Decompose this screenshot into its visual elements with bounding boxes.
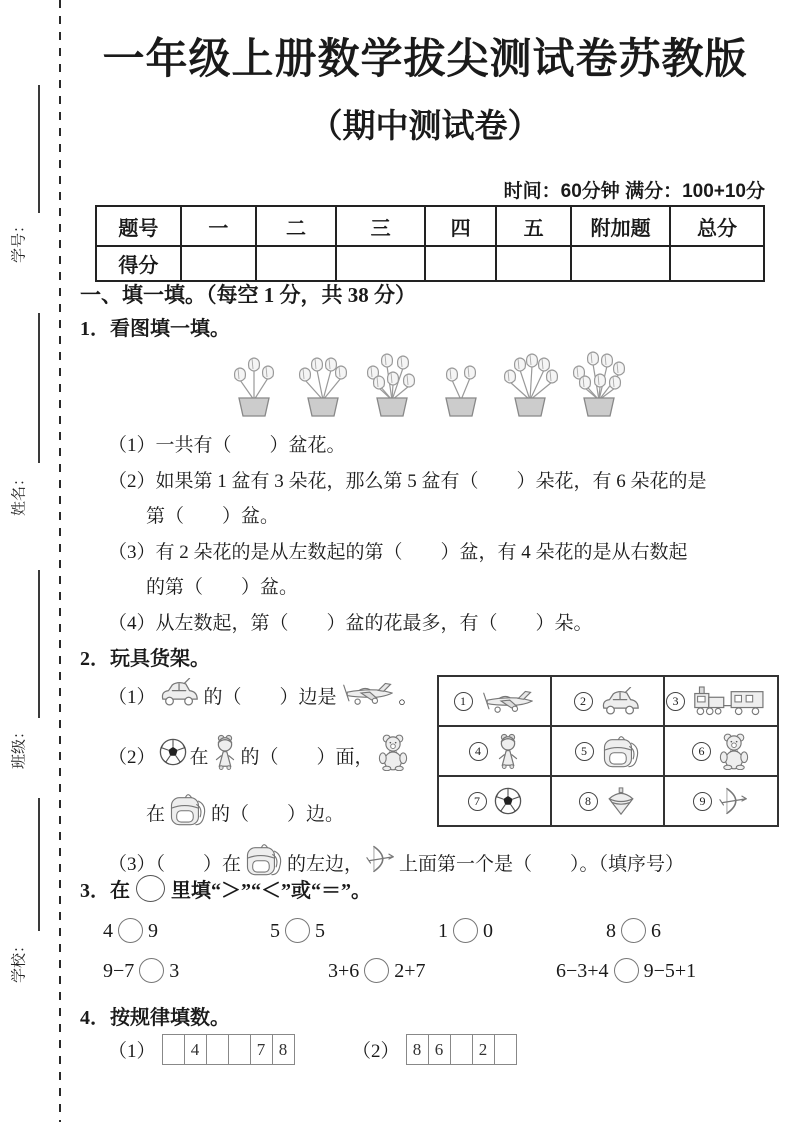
question-1-label: 1．看图填一填。 — [80, 318, 230, 340]
comparison-r2-1 — [103, 958, 179, 983]
comparison-r1-3 — [438, 918, 493, 943]
toy-cell-6 — [664, 726, 778, 776]
q2-line-2 — [108, 733, 412, 777]
margin-dashed-divider — [59, 0, 61, 1122]
score-table-header-5: 五 — [496, 206, 571, 246]
comparison-r1-1 — [103, 918, 158, 943]
score-table-header-4: 四 — [425, 206, 496, 246]
pattern-1-cell-2: 4 — [185, 1034, 207, 1065]
text-segment: 的左边， — [287, 853, 364, 875]
toy-cell-5 — [551, 726, 664, 776]
toy-cell-1 — [438, 676, 551, 726]
toy-number-8: 8 — [579, 792, 598, 811]
right-expression: 9−5+1 — [643, 960, 697, 982]
toy-cell-9 — [664, 776, 778, 826]
comparison-r2-3 — [556, 958, 696, 983]
q1-line-2: （2）如果第 1 盆有 3 朵花，那么第 5 盆有（ ）朵花，有 6 朵花的是 — [108, 471, 707, 492]
class-label: 班级： — [10, 724, 28, 770]
score-blank-cell — [571, 246, 670, 281]
plane-icon-wrap — [337, 680, 399, 712]
right-expression: 6 — [651, 920, 661, 942]
left-expression: 9−7 — [103, 960, 135, 982]
toy-number-6: 6 — [692, 742, 711, 761]
text-segment: 的（ ）面， — [240, 746, 374, 768]
question-4-label: 4．按规律填数。 — [80, 1007, 230, 1029]
q1-line-6: （4）从左数起，第（ ）盆的花最多，有（ ）朵。 — [108, 613, 593, 634]
score-blank-cell — [670, 246, 764, 281]
left-expression: 3+6 — [328, 960, 360, 982]
score-table — [95, 205, 765, 282]
toy-number-1: 1 — [454, 692, 473, 711]
score-blank-cell — [256, 246, 336, 281]
answer-circle — [453, 918, 478, 943]
left-expression: 1 — [438, 920, 448, 942]
toy-number-2: 2 — [574, 692, 593, 711]
toy-number-7: 7 — [468, 792, 487, 811]
comparison-r2-2 — [328, 958, 426, 983]
text-segment: 在 — [189, 746, 209, 768]
answer-circle — [614, 958, 639, 983]
right-expression: 2+7 — [394, 960, 426, 982]
flower-pot — [429, 340, 493, 420]
text-segment: 的（ ）边。 — [211, 803, 345, 825]
toy-number-3: 3 — [666, 692, 685, 711]
section-1-heading: 一、填一填。（每空 1 分，共 38 分） — [80, 283, 416, 307]
left-expression: 5 — [270, 920, 280, 942]
bow-icon — [366, 843, 396, 875]
score-table-header-6: 附加题 — [571, 206, 670, 246]
pattern-2-cell-2: 6 — [429, 1034, 451, 1065]
right-expression: 9 — [148, 920, 158, 942]
car-icon — [159, 678, 201, 707]
ball-icon — [494, 787, 522, 815]
toy-number-9: 9 — [693, 792, 712, 811]
text-segment: 。 — [398, 687, 418, 708]
time-score-info: 时间：60分钟 满分：100+10分 — [503, 181, 765, 202]
q2-line-3 — [146, 790, 344, 834]
toy-cell-7 — [438, 776, 551, 826]
pattern-2-cell-5 — [495, 1034, 517, 1065]
plane-icon — [480, 688, 536, 714]
pattern-1-cell-1 — [162, 1034, 185, 1065]
pattern-2-label: （2） — [352, 1041, 400, 1062]
ball-icon-wrap — [156, 738, 190, 772]
answer-circle — [118, 918, 143, 943]
right-expression: 0 — [483, 920, 493, 942]
school-write-line — [38, 798, 40, 931]
car-icon-wrap — [156, 678, 204, 713]
answer-circle — [621, 918, 646, 943]
page-title: 一年级上册数学拔尖测试卷苏教版 — [102, 35, 748, 82]
pattern-1-cell-6: 8 — [273, 1034, 295, 1065]
class-write-line — [38, 570, 40, 718]
pattern-1 — [108, 1034, 295, 1065]
train-icon — [692, 685, 776, 717]
answer-circle — [285, 918, 310, 943]
top-icon — [605, 787, 637, 816]
flower-pots-illustration — [222, 340, 631, 420]
pattern-1-cell-4 — [229, 1034, 251, 1065]
school-label: 学校： — [10, 938, 28, 984]
pattern-2-cell-3 — [451, 1034, 473, 1065]
flower-pot — [567, 340, 631, 420]
doll-icon — [495, 733, 521, 769]
left-expression: 4 — [103, 920, 113, 942]
score-blank-cell — [181, 246, 256, 281]
q1-line-5: 的第（ ）盆。 — [146, 577, 299, 598]
flower-pot — [498, 340, 562, 420]
student-id-label: 学号： — [10, 218, 28, 264]
score-table-header-7: 总分 — [670, 206, 764, 246]
right-expression: 5 — [315, 920, 325, 942]
text-segment: 里填“＞”“＜”或“＝”。 — [171, 880, 371, 902]
toy-cell-2 — [551, 676, 664, 726]
student-id-write-line — [38, 85, 40, 213]
name-label: 姓名： — [10, 471, 28, 517]
pattern-2-cell-4: 2 — [473, 1034, 495, 1065]
text-segment: 在 — [146, 803, 166, 825]
doll-icon — [212, 734, 238, 770]
backpack-icon — [601, 732, 641, 770]
plane-icon — [340, 680, 396, 706]
score-table-header-2: 二 — [256, 206, 336, 246]
score-blank-cell — [496, 246, 571, 281]
teddy-icon-wrap — [374, 733, 412, 777]
toy-cell-8 — [551, 776, 664, 826]
teddy-icon — [377, 733, 409, 771]
toy-number-5: 5 — [575, 742, 594, 761]
question-2-label: 2．玩具货架。 — [80, 648, 210, 670]
text-segment: 上面第一个是（ ）。（填序号） — [399, 853, 685, 875]
score-table-header-1: 一 — [181, 206, 256, 246]
fill-circle — [136, 875, 165, 902]
toy-cell-4 — [438, 726, 551, 776]
right-expression: 3 — [169, 960, 180, 982]
doll-icon-wrap — [209, 734, 241, 776]
backpack-icon — [244, 840, 284, 878]
pattern-2 — [352, 1034, 517, 1065]
pattern-2-cell-1: 8 — [406, 1034, 429, 1065]
comparison-r1-4 — [606, 918, 661, 943]
score-row-label: 得分 — [96, 246, 181, 281]
ball-icon — [159, 738, 187, 766]
toy-cell-3 — [664, 676, 778, 726]
text-segment: 的（ ）边是 — [203, 687, 337, 708]
q1-line-3: 第（ ）盆。 — [146, 506, 280, 527]
teddy-icon — [718, 732, 750, 770]
score-table-header-0: 题号 — [96, 206, 181, 246]
q1-line-4: （3）有 2 朵花的是从左数起的第（ ）盆，有 4 朵花的是从右数起 — [108, 542, 688, 563]
text-segment: （1） — [108, 687, 156, 708]
score-table-header-row — [96, 206, 764, 246]
bow-icon — [719, 785, 749, 817]
q1-line-1: （1）一共有（ ）盆花。 — [108, 435, 346, 456]
score-blank-cell — [336, 246, 425, 281]
pattern-1-cell-3 — [207, 1034, 229, 1065]
toy-shelf-grid — [437, 675, 779, 827]
text-segment: （2） — [108, 746, 156, 768]
page-subtitle: （期中测试卷） — [309, 107, 541, 144]
flower-pot — [222, 340, 286, 420]
name-write-line — [38, 313, 40, 463]
text-segment: 3．在 — [80, 880, 130, 902]
pattern-1-label: （1） — [108, 1041, 156, 1062]
backpack-icon — [168, 790, 208, 828]
comparison-r1-2 — [270, 918, 325, 943]
score-blank-cell — [425, 246, 496, 281]
pattern-1-cell-5: 7 — [251, 1034, 273, 1065]
left-expression: 8 — [606, 920, 616, 942]
q2-line-1 — [108, 678, 418, 713]
text-segment: （3）（ ）在 — [108, 853, 242, 875]
left-expression: 6−3+4 — [556, 960, 609, 982]
answer-circle — [364, 958, 389, 983]
pattern-2-cells — [406, 1034, 517, 1065]
flower-pot — [360, 340, 424, 420]
backpack-icon-wrap — [165, 790, 211, 834]
answer-circle — [139, 958, 164, 983]
flower-pot — [291, 340, 355, 420]
score-table-header-3: 三 — [336, 206, 425, 246]
pattern-1-cells — [162, 1034, 295, 1065]
question-3-label — [80, 874, 371, 903]
score-table-score-row — [96, 246, 764, 281]
toy-number-4: 4 — [469, 742, 488, 761]
car-icon — [600, 687, 642, 716]
